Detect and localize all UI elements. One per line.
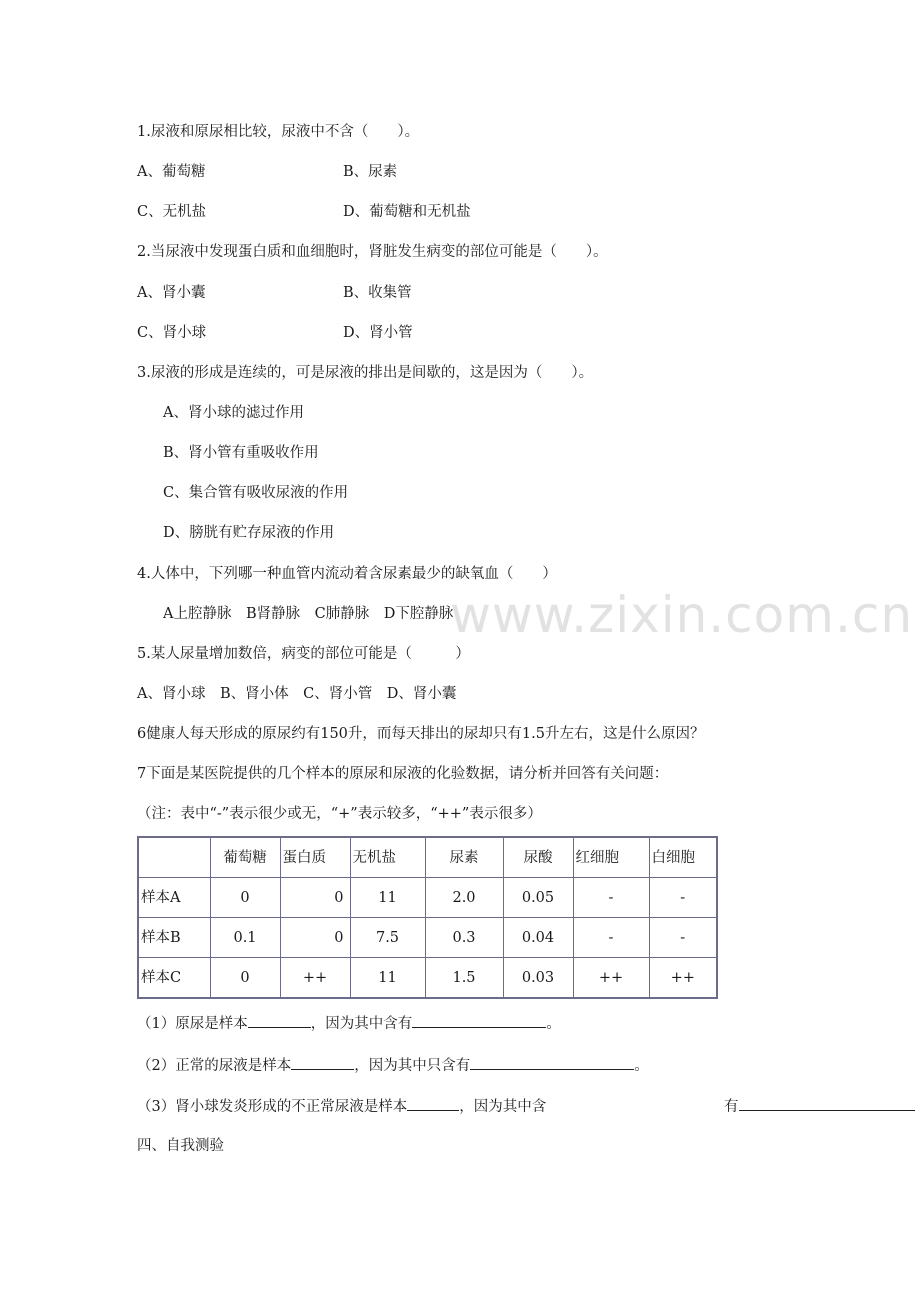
- question-3-option-c: C、集合管有吸收尿液的作用: [163, 485, 349, 501]
- table-cell: 0: [280, 918, 350, 958]
- question-4-options: A上腔静脉 B肾静脉 C肺静脉 D下腔静脉: [163, 606, 454, 622]
- table-cell: 0.04: [503, 918, 573, 958]
- table-header-cell: [138, 837, 210, 878]
- table-cell: 11: [350, 878, 425, 918]
- sub-question-3-part-3: 有: [724, 1099, 739, 1115]
- table-cell: ++: [573, 958, 649, 999]
- table-cell: -: [649, 878, 717, 918]
- table-header-cell: 无机盐: [350, 837, 425, 878]
- watermark: www.zixin.com.cn: [450, 586, 914, 644]
- question-2-option-b: B、收集管: [343, 285, 412, 301]
- table-row-label: 样本A: [138, 878, 210, 918]
- table-cell: 0: [210, 958, 280, 999]
- answer-blank[interactable]: [248, 1013, 311, 1028]
- table-row-label: 样本C: [138, 958, 210, 999]
- table-cell: ++: [280, 958, 350, 999]
- table-header-cell: 白细胞: [649, 837, 717, 878]
- table-header-cell: 尿酸: [503, 837, 573, 878]
- table-header-cell: 红细胞: [573, 837, 649, 878]
- question-7-note: （注：表中“-”表示很少或无，“+”表示较多，“++”表示很多）: [137, 806, 542, 822]
- sub-question-3-tail: [724, 1096, 915, 1117]
- question-5-options: A、肾小球 B、肾小体 C、肾小管 D、肾小囊: [137, 686, 457, 702]
- table-cell: 0: [280, 878, 350, 918]
- answer-blank[interactable]: [470, 1055, 634, 1070]
- section-4-title: 四、自我测验: [137, 1138, 224, 1154]
- question-4-stem: 4.人体中，下列哪一种血管内流动着含尿素最少的缺氧血（ ）: [137, 566, 557, 582]
- sub-question-2-part-3: 。: [634, 1058, 649, 1074]
- question-5-stem: 5.某人尿量增加数倍，病变的部位可能是（ ）: [137, 646, 470, 662]
- question-2-stem: 2.当尿液中发现蛋白质和血细胞时，肾脏发生病变的部位可能是（ ）。: [137, 244, 608, 260]
- table-header-cell: 尿素: [425, 837, 503, 878]
- table-header-cell: 蛋白质: [280, 837, 350, 878]
- question-3-option-b: B、肾小管有重吸收作用: [163, 445, 319, 461]
- question-3-option-d: D、膀胱有贮存尿液的作用: [163, 525, 335, 541]
- sub-question-1-part-2: ，因为其中含有: [310, 1016, 413, 1032]
- answer-blank[interactable]: [412, 1013, 546, 1028]
- question-1-option-d: D、葡萄糖和无机盐: [343, 204, 471, 220]
- question-1-option-b: B、尿素: [343, 164, 398, 180]
- answer-blank[interactable]: [407, 1096, 459, 1111]
- table-cell: 0.03: [503, 958, 573, 999]
- sub-question-3-part-1: （3）肾小球发炎形成的不正常尿液是样本: [137, 1099, 408, 1115]
- table-row-label: 样本B: [138, 918, 210, 958]
- table-header-cell: 葡萄糖: [210, 837, 280, 878]
- sub-question-1: [137, 1013, 561, 1034]
- sub-question-2-part-1: （2）正常的尿液是样本: [137, 1058, 292, 1074]
- question-2-option-a: A、肾小囊: [137, 285, 206, 301]
- question-1-option-c: C、无机盐: [137, 204, 207, 220]
- table-cell: 1.5: [425, 958, 503, 999]
- table-header-row: [138, 837, 717, 878]
- table-cell: -: [573, 878, 649, 918]
- question-6-stem: 6健康人每天形成的原尿约有150升，而每天排出的尿却只有1.5升左右，这是什么原因？: [137, 726, 705, 742]
- question-1-option-a: A、葡萄糖: [137, 164, 206, 180]
- table-cell: 0.3: [425, 918, 503, 958]
- table-cell: 7.5: [350, 918, 425, 958]
- answer-blank[interactable]: [739, 1096, 915, 1111]
- sub-question-1-part-1: （1）原尿是样本: [137, 1016, 248, 1032]
- question-7-stem: 7下面是某医院提供的几个样本的原尿和尿液的化验数据，请分析并回答有关问题：: [137, 766, 669, 782]
- question-2-option-d: D、肾小管: [343, 325, 413, 341]
- table-cell: -: [649, 918, 717, 958]
- sub-question-1-part-3: 。: [546, 1016, 561, 1032]
- table-row: [138, 918, 717, 958]
- table-cell: 11: [350, 958, 425, 999]
- table-cell: ++: [649, 958, 717, 999]
- answer-blank[interactable]: [291, 1055, 354, 1070]
- table-cell: -: [573, 918, 649, 958]
- question-1-stem: 1.尿液和原尿相比较，尿液中不含（ ）。: [137, 124, 420, 140]
- sub-question-2: [137, 1055, 649, 1076]
- table-cell: 0: [210, 878, 280, 918]
- table-row: [138, 958, 717, 999]
- lab-data-table: [137, 836, 718, 999]
- table-cell: 0.1: [210, 918, 280, 958]
- question-3-option-a: A、肾小球的滤过作用: [163, 405, 304, 421]
- table-cell: 0.05: [503, 878, 573, 918]
- table-cell: 2.0: [425, 878, 503, 918]
- sub-question-3-part-2: ，因为其中含: [459, 1099, 547, 1115]
- sub-question-2-part-2: ，因为其中只含有: [354, 1058, 471, 1074]
- question-3-stem: 3.尿液的形成是连续的，可是尿液的排出是间歇的，这是因为（ ）。: [137, 365, 594, 381]
- sub-question-3: [137, 1096, 546, 1117]
- table-row: [138, 878, 717, 918]
- question-2-option-c: C、肾小球: [137, 325, 207, 341]
